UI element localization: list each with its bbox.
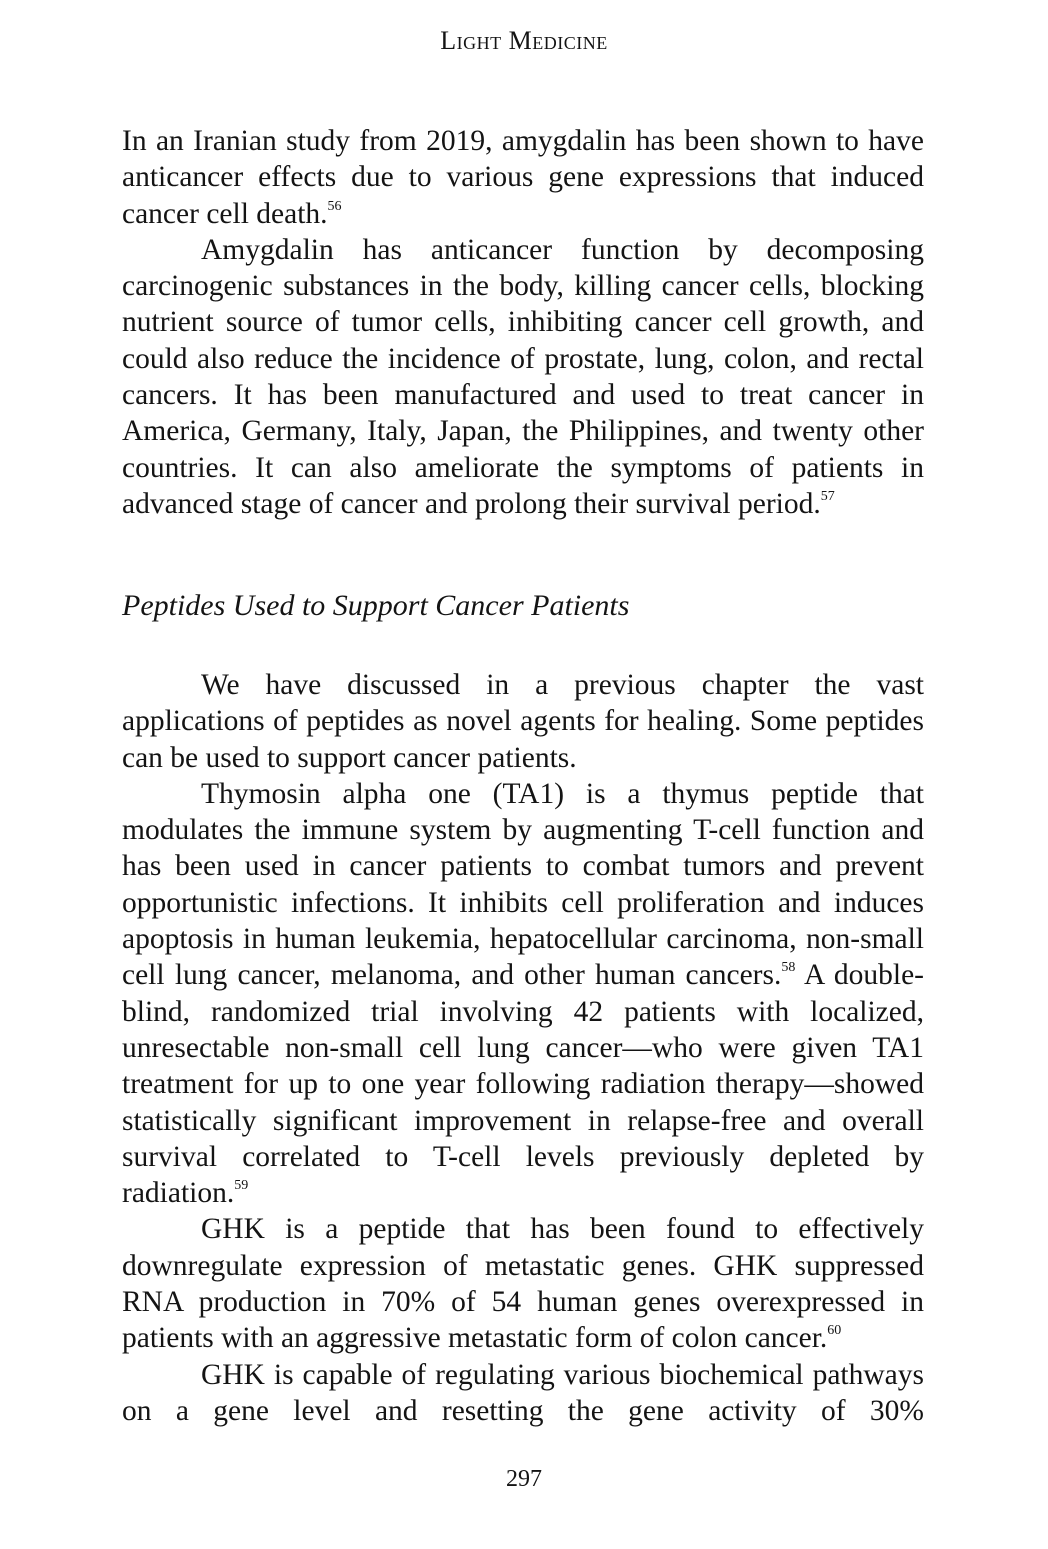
paragraph-text: Thymosin alpha one (TA1) is a thymus peptide that modulates the immune system by augmenting T-cell function and has been used in cancer patients to combat tumors and prevent opportunistic infections. It inhibits cell proliferation and induces apoptosis in human leukemia, hepatocellular carcinoma, non-small cell lung cancer, melanoma, and other human cancers. — [122, 777, 924, 992]
paragraph-thymosin — [122, 776, 924, 1212]
paragraph-peptides-intro — [122, 667, 924, 776]
paragraph-amygdalin-function — [122, 232, 924, 522]
paragraph-text: Amygdalin has anticancer function by decomposing carcinogenic substances in the body, killing cancer cells, blocking nutrient source of tumor cells, inhibiting cancer cell growth, and could also reduce the incidence of prostate, lung, colon, and rectal cancers. It has been manufactured and used to treat cancer in America, Germany, Italy, Japan, the Philippines, and twenty other countries. It can also ameliorate the symptoms of patients in advanced stage of cancer and prolong their survival period. — [122, 233, 924, 520]
body-text-section-2 — [122, 667, 924, 1429]
running-header: Light Medicine — [440, 26, 608, 55]
section-heading: Peptides Used to Support Cancer Patients — [122, 589, 630, 622]
footnote-ref-57: 57 — [820, 488, 835, 504]
page-number: 297 — [506, 1466, 542, 1492]
body-text-section-1 — [122, 123, 924, 522]
footnote-ref-56: 56 — [327, 198, 342, 214]
paragraph-text-continued: A double-blind, randomized trial involving 42 patients with localized, unresectable non-small cell lung cancer—who were given TA1 treatment for up to one year following radiation therapy—showed statistically significant improvement in relapse-free and overall survival correlated to T-cell levels previously depleted by radiation. — [122, 959, 924, 1210]
footnote-ref-60: 60 — [827, 1323, 842, 1339]
paragraph-text: GHK is a peptide that has been found to effectively downregulate expression of metastatic genes. GHK suppressed RNA production in 70% of 54 human genes overexpressed in patients with an aggressive metastatic form of colon cancer. — [122, 1213, 924, 1355]
paragraph-text: GHK is capable of regulating various biochemical pathways on a gene level and resetting the gene activity of 30% — [122, 1358, 924, 1427]
paragraph-iranian-study — [122, 123, 924, 232]
paragraph-text: In an Iranian study from 2019, amygdalin has been shown to have anticancer effects due to various gene expressions that induced cancer cell death. — [122, 125, 924, 230]
paragraph-ghk-metastatic — [122, 1211, 924, 1356]
paragraph-ghk-regulating — [122, 1357, 924, 1430]
footnote-ref-58: 58 — [781, 960, 796, 976]
paragraph-text: We have discussed in a previous chapter the vast applications of peptides as novel agents for healing. Some peptides can be used to support cancer patients. — [122, 669, 924, 774]
footnote-ref-59: 59 — [234, 1178, 249, 1194]
